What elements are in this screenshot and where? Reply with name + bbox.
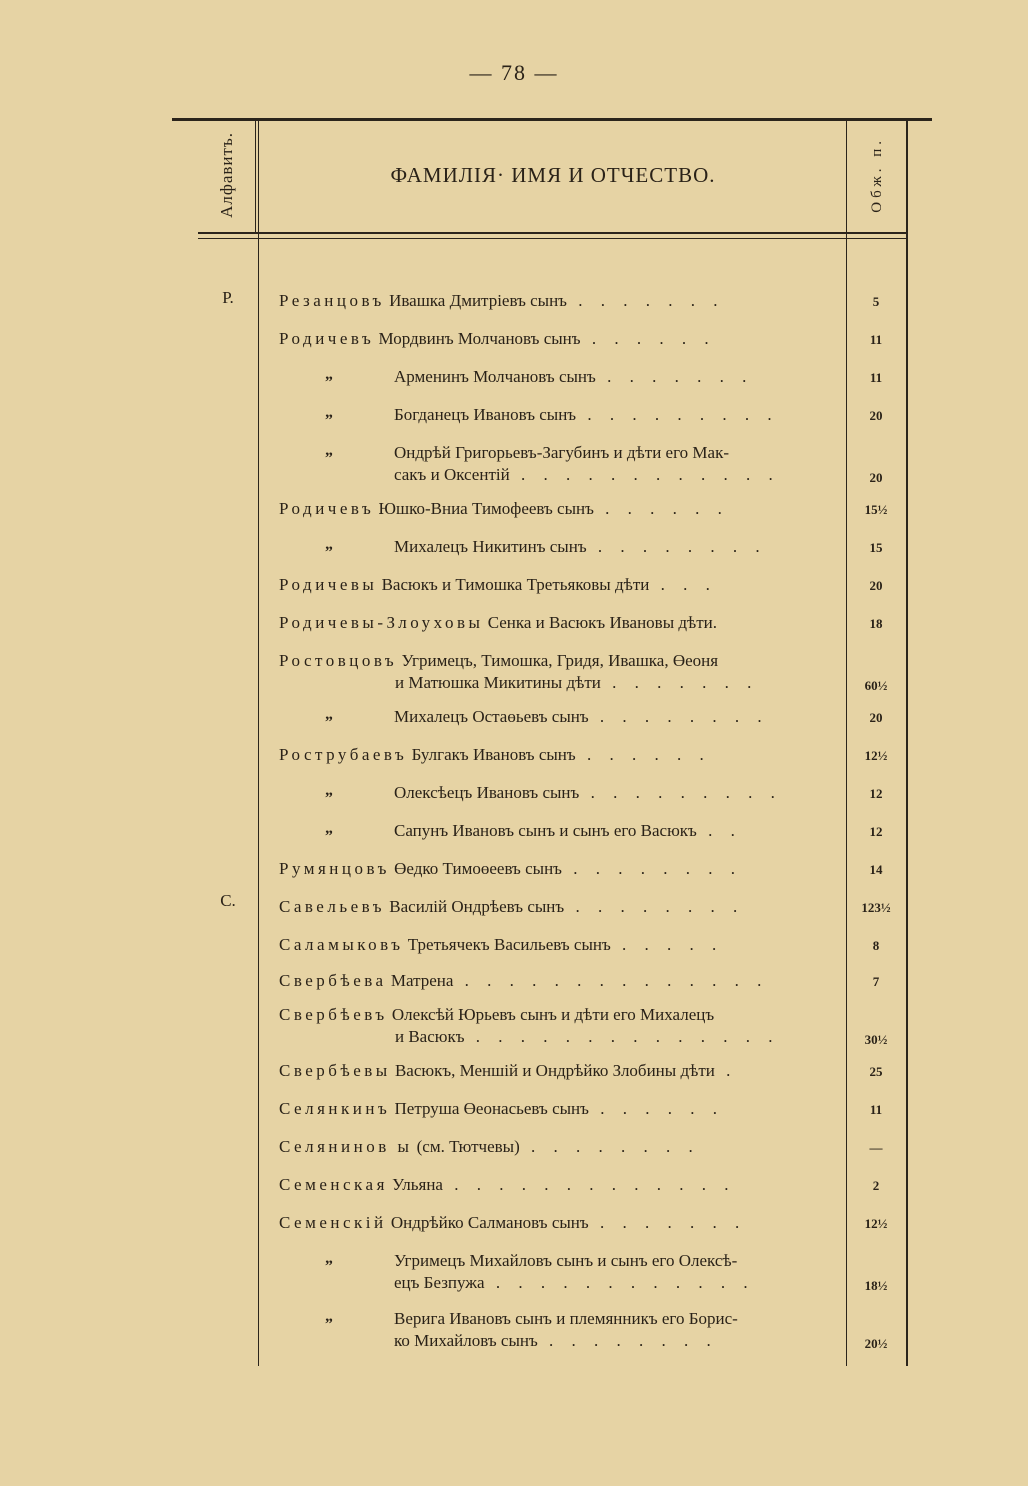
obzh-value: 14 [869, 862, 883, 877]
surname: Свербѣевъ [279, 1005, 388, 1024]
entry-text [279, 858, 845, 880]
entry-text [394, 536, 845, 558]
entry-text [279, 574, 845, 596]
leader-dots: . . . . . . [580, 329, 716, 348]
obzh-value: 8 [872, 938, 880, 953]
entry-text [279, 896, 845, 918]
leader-dots: . . . . . . . . . . . . . [442, 1175, 736, 1194]
entry-name: Ивашка Дмитріевъ сынъ [384, 291, 567, 310]
entry-text [279, 498, 845, 520]
surname: Румянцовъ [279, 859, 390, 878]
entry-name: Верига Ивановъ сынъ и племянникъ его Борис- [394, 1309, 738, 1328]
entry-name: Васюкъ, Меншій и Ондрѣйко Злобины дѣти [390, 1061, 715, 1080]
obzh-value: 11 [869, 1102, 883, 1117]
alphabet-letter-s: С. [220, 891, 236, 910]
column-divider-alphabet [258, 118, 259, 1366]
entry-text [394, 1308, 845, 1352]
entry-continuation: сакъ и Оксентій . . . . . . . . . . . . [394, 465, 780, 484]
surname: Селянкинъ [279, 1099, 391, 1118]
obzh-value: 12 [869, 786, 883, 801]
surname: Свербѣевы [279, 1061, 391, 1080]
leader-dots: . . . . . . . . . . . . [484, 1273, 755, 1292]
leader-dots: . . [696, 821, 742, 840]
obzh-value: 25 [869, 1064, 883, 1079]
surname: Свербѣева [279, 971, 387, 990]
surname: Семенская [279, 1175, 388, 1194]
obzh-value: 60½ [864, 678, 888, 693]
obzh-value: 2 [872, 1178, 880, 1193]
entry-text [279, 328, 845, 350]
obzh-value: 18½ [864, 1278, 888, 1293]
column-header-name: ФАМИЛІЯ· ИМЯ И ОТЧЕСТВО. [390, 162, 716, 187]
alphabet-letter-r: Р. [222, 288, 234, 307]
entry-name: (см. Тютчевы) [412, 1137, 520, 1156]
obzh-value: 20½ [864, 1336, 888, 1351]
entry-text [279, 612, 845, 634]
ditto-mark: „ [325, 404, 333, 421]
leader-dots: . . . . . . . . [586, 537, 767, 556]
entry-text [279, 650, 845, 694]
entry-text [279, 1136, 845, 1158]
entry-name: Ондрѣй Григорьевъ-Загубинъ и дѣти его Мак- [394, 443, 729, 462]
surname: Родичевы-Злоуховы [279, 613, 484, 632]
ditto-mark: „ [325, 536, 333, 553]
entry-text [394, 706, 845, 728]
obzh-value: 20 [869, 470, 883, 485]
column-header-obzh: Обж. п. [868, 137, 885, 213]
entry-text [394, 442, 845, 486]
leader-dots: . . . . . [610, 935, 724, 954]
leader-dots: . . . . . . . [600, 673, 759, 692]
register-table [198, 118, 906, 1366]
ditto-mark: „ [325, 782, 333, 799]
header-rule [198, 232, 906, 234]
ditto-mark: „ [325, 442, 333, 459]
obzh-value: 15½ [864, 502, 888, 517]
surname: Резанцовъ [279, 291, 385, 310]
leader-dots: . . . . . . . . . . . . [509, 465, 780, 484]
surname: Ростовцовъ [279, 651, 398, 670]
ditto-mark: „ [325, 366, 333, 383]
entry-name: Сапунъ Ивановъ сынъ и сынъ его Васюкъ [394, 821, 697, 840]
leader-dots: . . . . . . . . . . . . . . [464, 1027, 780, 1046]
leader-dots: . . . . . . . . [564, 897, 745, 916]
leader-dots: . . . . . . [593, 499, 729, 518]
leader-dots: . . . . . . [588, 1099, 724, 1118]
leader-dots: . . . . . . . [566, 291, 725, 310]
entry-name: Өедко Тимоөеевъ сынъ [389, 859, 562, 878]
entry-continuation: ко Михайловъ сынъ . . . . . . . . [394, 1331, 718, 1350]
surname: Савельевъ [279, 897, 386, 916]
leader-dots: . . . . . . . . [537, 1331, 718, 1350]
entry-name: Мордвинъ Молчановъ сынъ [374, 329, 581, 348]
column-divider-obzh [846, 118, 847, 1366]
column-header-alphabet: Алфавитъ. [217, 132, 236, 218]
entry-continuation: и Васюкъ . . . . . . . . . . . . . . [395, 1027, 780, 1046]
entry-name: Михалецъ Никитинъ сынъ [394, 537, 587, 556]
ditto-mark: „ [325, 706, 333, 723]
obzh-value: 20 [869, 710, 883, 725]
entry-name: Олексѣецъ Ивановъ сынъ [394, 783, 580, 802]
entry-name: Васюкъ и Тимошка Третьяковы дѣти [377, 575, 650, 594]
leader-dots: . . . . . . . [588, 1213, 747, 1232]
leader-dots: . . . . . . . . . [579, 783, 782, 802]
table-right-border [906, 118, 908, 1366]
leader-dots: . . . . . . . . [588, 707, 769, 726]
entry-name: Угримецъ, Тимошка, Гридя, Ивашка, Өеоня [397, 651, 719, 670]
entry-name: Угримецъ Михайловъ сынъ и сынъ его Олексѣ- [394, 1251, 738, 1270]
obzh-value: — [869, 1140, 883, 1155]
leader-dots: . . . . . . . . [561, 859, 742, 878]
entry-name: Петруша Өеонасьевъ сынъ [390, 1099, 589, 1118]
obzh-value: 12½ [864, 1216, 888, 1231]
surname: Родичевъ [279, 499, 375, 518]
entry-text [279, 1174, 845, 1196]
leader-dots: . . . . . . . . [519, 1137, 700, 1156]
leader-dots: . . . . . . [575, 745, 711, 764]
entry-name: Булгакъ Ивановъ сынъ [407, 745, 576, 764]
surname: Семенскій [279, 1213, 387, 1232]
entry-text [394, 366, 845, 388]
entry-name: Василій Ондрѣевъ сынъ [385, 897, 565, 916]
obzh-value: 12 [869, 824, 883, 839]
entry-text [394, 820, 845, 842]
leader-dots: . . . . . . . . . . . . . . [453, 971, 769, 990]
leader-dots: . . . . . . . [595, 367, 754, 386]
entry-name: Сенка и Васюкъ Ивановы дѣти. [483, 613, 718, 632]
entry-text [279, 1060, 845, 1082]
surname: Родичевъ [279, 329, 375, 348]
entry-name: Олексѣй Юрьевъ сынъ и дѣти его Михалецъ [387, 1005, 715, 1024]
entry-text [394, 1250, 845, 1294]
entry-text [279, 1098, 845, 1120]
entry-text [394, 404, 845, 426]
obzh-value: 15 [869, 540, 883, 555]
obzh-value: 7 [872, 974, 880, 989]
obzh-value: 123½ [861, 900, 891, 915]
surname: Рострубаевъ [279, 745, 408, 764]
obzh-value: 18 [869, 616, 883, 631]
entry-name: Богданецъ Ивановъ сынъ [394, 405, 577, 424]
entry-text [279, 744, 845, 766]
leader-dots: . . . [649, 575, 717, 594]
entry-text [279, 290, 845, 312]
obzh-value: 5 [872, 294, 880, 309]
ditto-mark: „ [325, 820, 333, 837]
obzh-value: 11 [869, 332, 883, 347]
ditto-mark: „ [325, 1308, 333, 1325]
obzh-value: 30½ [864, 1032, 888, 1047]
entry-name: Арменинъ Молчановъ сынъ [394, 367, 596, 386]
obzh-value: 20 [869, 578, 883, 593]
entry-continuation: и Матюшка Микитины дѣти . . . . . . . [395, 673, 759, 692]
entry-text [279, 970, 845, 992]
entry-text [279, 1212, 845, 1234]
leader-dots: . . . . . . . . . [576, 405, 779, 424]
entry-text [279, 1004, 845, 1048]
page-number: — 78 — [469, 60, 559, 85]
entry-name: Юшко-Вниа Тимофеевъ сынъ [374, 499, 594, 518]
entry-text [394, 782, 845, 804]
entry-continuation: ецъ Безпужа . . . . . . . . . . . . [394, 1273, 755, 1292]
obzh-value: 12½ [864, 748, 888, 763]
ditto-mark: „ [325, 1250, 333, 1267]
surname: Родичевы [279, 575, 378, 594]
surname: Саламыковъ [279, 935, 404, 954]
obzh-value: 20 [869, 408, 883, 423]
entry-text [279, 934, 845, 956]
surname: Селянинов ы [279, 1137, 413, 1156]
entry-name: Ондрѣйко Салмановъ сынъ [386, 1213, 589, 1232]
header-rule-double [198, 238, 906, 239]
entry-name: Третьячекъ Васильевъ сынъ [403, 935, 611, 954]
entry-name: Ульяна [387, 1175, 443, 1194]
leader-dots: . [714, 1061, 738, 1080]
entry-name: Матрена [386, 971, 454, 990]
obzh-value: 11 [869, 370, 883, 385]
entry-name: Михалецъ Остаөьевъ сынъ [394, 707, 589, 726]
